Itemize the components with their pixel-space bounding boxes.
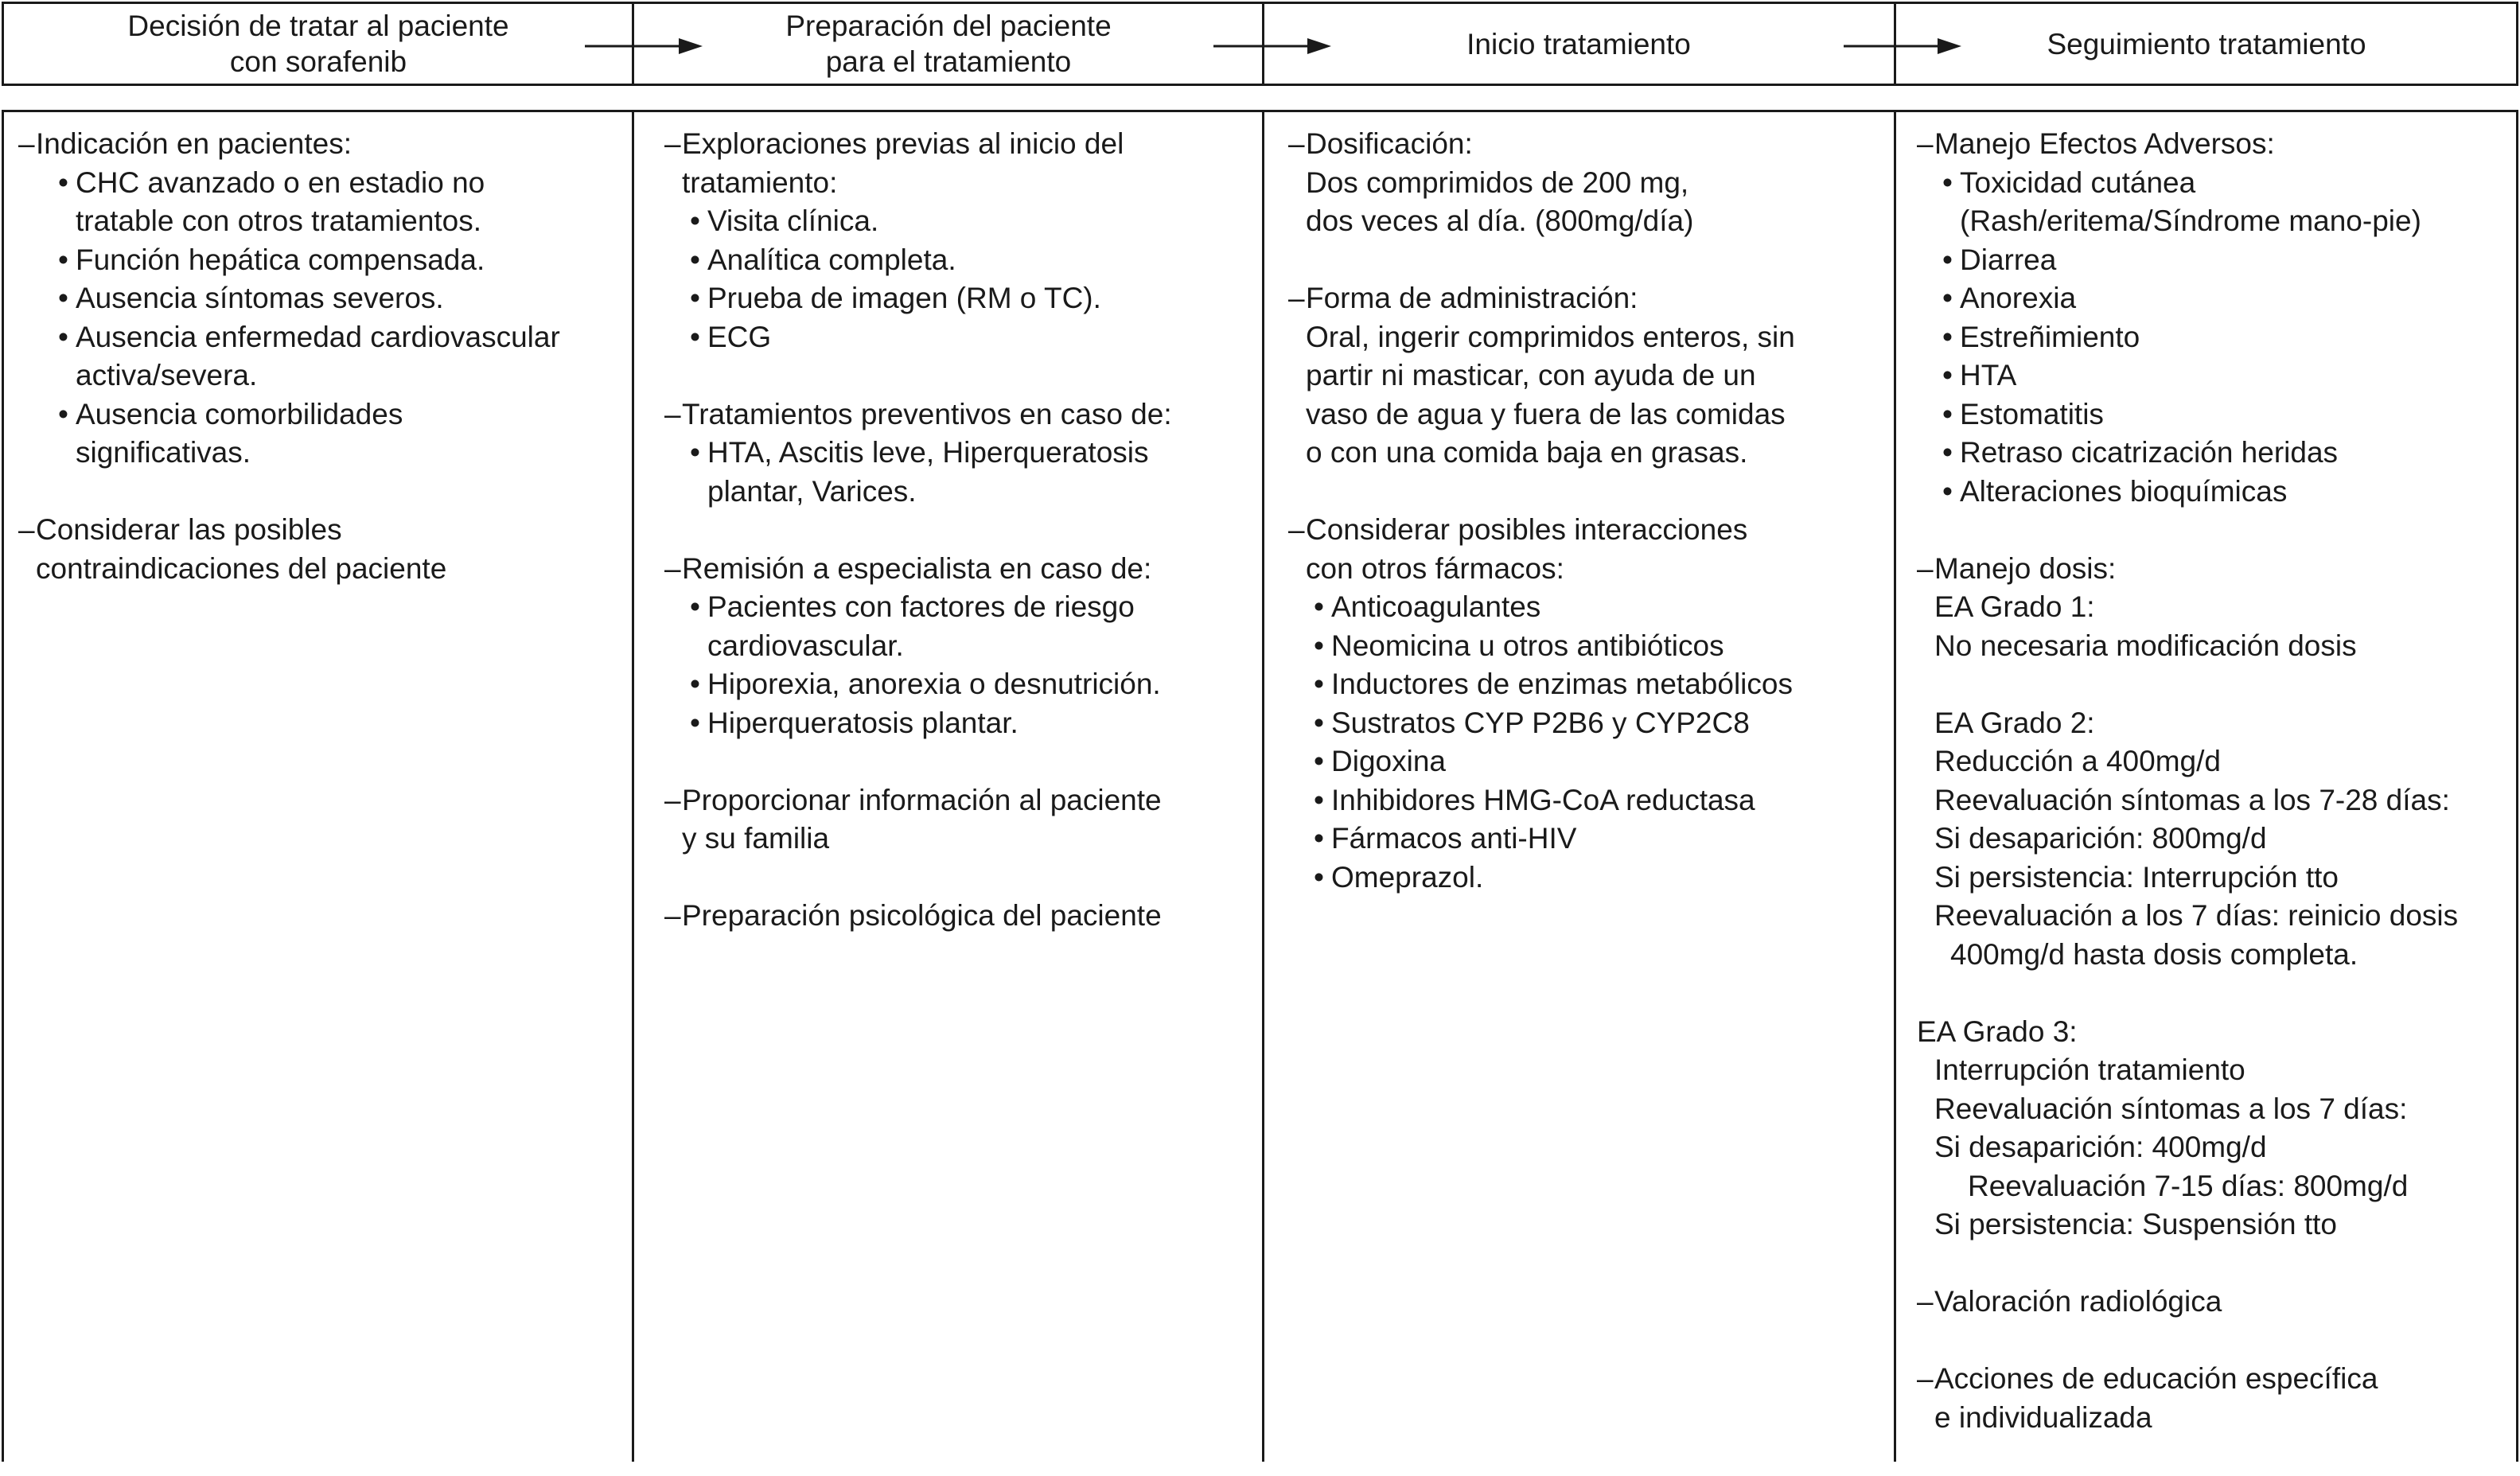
section-text: Dos comprimidos de 200 mg, (1306, 166, 1689, 199)
content-table (2, 110, 2518, 1462)
arrow-right-icon (1213, 34, 1333, 58)
section-title: Considerar las posibles (36, 513, 342, 546)
section-text: dos veces al día. (800mg/día) (1306, 204, 1694, 237)
list-item: • Pacientes con factores de riesgo cardiovascular. (690, 590, 1135, 662)
column-start (1288, 125, 1885, 936)
section-text: 400mg/d hasta dosis completa. (1950, 937, 2358, 971)
section-title: Forma de administración: (1306, 282, 1638, 314)
section-title: Remisión a especialista en caso de: (682, 551, 1152, 585)
list-item: • Anticoagulantes (1314, 590, 1541, 623)
list-item: • Prueba de imagen (RM o TC). (690, 282, 1101, 314)
list-item: • Inductores de enzimas metabólicos (1314, 668, 1793, 700)
section-title: Considerar posibles interacciones (1306, 513, 1748, 546)
section-title: Exploraciones previas al inicio del (682, 127, 1124, 160)
section-text: contraindicaciones del paciente (36, 551, 447, 585)
header-followup (1896, 4, 2517, 84)
section-text: y su familia (682, 822, 830, 855)
section-text: con otros fármacos: (1306, 551, 1564, 585)
section-grade3 (1917, 1013, 2518, 1244)
section-text: Si desaparición: 400mg/d (1934, 1131, 2267, 1163)
section-education: – Acciones de educación específica e individualizada (1917, 1360, 2518, 1437)
section-text: Reevaluación 7-15 días: 800mg/d (1968, 1169, 2409, 1202)
body-divider-2 (1262, 112, 1264, 1462)
column-decision (18, 125, 623, 627)
section-information: – Proporcionar información al paciente y su familia (664, 781, 1253, 859)
list-item: • Inhibidores HMG-CoA reductasa (1314, 783, 1755, 816)
section-explorations: – Exploraciones previas al inicio del tratamiento: • Visita clínica. • Analítica completa. • Prueba de imagen (RM o TC). • ECG (664, 125, 1253, 356)
list-item: • Neomicina u otros antibióticos (1314, 629, 1724, 662)
list-item: • Hiperqueratosis plantar. (690, 706, 1019, 739)
list-item: • Estreñimiento (1942, 320, 2140, 353)
list-item: • Hiporexia, anorexia o desnutrición. (690, 668, 1161, 700)
list-item: • Ausencia comorbilidades significativas. (58, 397, 403, 469)
section-psychological: – Preparación psicológica del paciente (664, 897, 1253, 936)
section-title: Manejo Efectos Adversos: (1934, 127, 2275, 160)
section-title: Dosificación: (1306, 127, 1473, 160)
header-start-line1: Inicio tratamiento (1466, 27, 1691, 60)
section-text: partir ni masticar, con ayuda de un (1306, 359, 1756, 391)
grade3-label: EA Grado 3: (1917, 1015, 2078, 1048)
header-row (2, 2, 2518, 86)
header-decision-line1: Decisión de tratar al paciente (127, 10, 509, 42)
section-text: Reevaluación síntomas a los 7 días: (1934, 1092, 2408, 1125)
section-title: Acciones de educación específica (1934, 1362, 2378, 1395)
arrow-right-icon (585, 34, 704, 58)
section-text: Oral, ingerir comprimidos enteros, sin (1306, 320, 1795, 353)
section-text: Si persistencia: Suspensión tto (1934, 1208, 2337, 1240)
list-item: • Analítica completa. (690, 243, 956, 276)
list-item: • Retraso cicatrización heridas (1942, 436, 2339, 469)
section-adverse-effects: – Manejo Efectos Adversos: • Toxicidad cutánea (Rash/eritema/Síndrome mano-pie) • Diarrea • Anorexia • Estreñimiento • HTA • Estomatitis • Retraso cicatrización heridas • Alteraciones bioquímicas (1917, 125, 2518, 511)
header-preparation-line1: Preparación del paciente (785, 10, 1112, 42)
section-interactions: – Considerar posibles interacciones con otros fármacos: • Anticoagulantes • Neomicina u otros antibióticos • Inductores de enzimas metabólicos • Sustratos CYP P2B6 y CYP2C8 • Digoxina • Inhibidores HMG-CoA reductasa • Fármacos anti-HIV • Omeprazol. (1288, 511, 1885, 897)
section-dose-management: – Manejo dosis: EA Grado 1: No necesaria modificación dosis EA Grado 2: Reducción a 400mg/d Reevaluación síntomas a los 7-28 días: Si desaparición: 800mg/d Si persistencia: Interrupción tto Reevaluación a los 7 días: reinicio dosis 400mg/d hasta dosis completa. (1917, 550, 2518, 975)
grade2-label: EA Grado 2: (1934, 706, 2095, 739)
list-item: • Visita clínica. (690, 204, 879, 237)
list-item: • Toxicidad cutánea (Rash/eritema/Síndrome mano-pie) (1942, 166, 2421, 237)
header-decision-line2: con sorafenib (229, 45, 407, 78)
header-start (1264, 4, 1893, 84)
header-decision (4, 4, 633, 84)
section-title: Proporcionar información al paciente (682, 783, 1162, 816)
list-item: • Estomatitis (1942, 397, 2104, 430)
section-title: Tratamientos preventivos en caso de: (682, 397, 1172, 430)
section-title: Indicación en pacientes: (36, 127, 352, 160)
section-text: tratamiento: (682, 166, 838, 199)
list-item: • Diarrea (1942, 243, 2057, 276)
section-title: Preparación psicológica del paciente (682, 899, 1162, 932)
column-preparation (664, 125, 1253, 974)
section-text: vaso de agua y fuera de las comidas (1306, 397, 1786, 430)
section-text: Si desaparición: 800mg/d (1934, 822, 2267, 855)
column-followup (1917, 125, 2518, 1476)
header-preparation-line2: para el tratamiento (825, 45, 1072, 78)
section-referral: – Remisión a especialista en caso de: • Pacientes con factores de riesgo cardiovascular. • Hiporexia, anorexia o desnutrición. • Hiperqueratosis plantar. (664, 550, 1253, 743)
section-text: Interrupción tratamiento (1934, 1053, 2245, 1086)
section-text: e individualizada (1934, 1400, 2152, 1434)
list-item: • Alteraciones bioquímicas (1942, 474, 2288, 508)
list-item: • CHC avanzado o en estadio no tratable con otros tratamientos. (58, 166, 485, 237)
section-contraindications: – Considerar las posibles contraindicaciones del paciente (18, 511, 623, 588)
list-item: • Fármacos anti-HIV (1314, 822, 1577, 855)
section-administration: – Forma de administración: Oral, ingerir comprimidos enteros, sin partir ni masticar, con ayuda de un vaso de agua y fuera de las comidas o con una comida baja en grasas. (1288, 279, 1885, 473)
list-item: • Anorexia (1942, 282, 2077, 314)
section-dosage: – Dosificación: Dos comprimidos de 200 mg, dos veces al día. (800mg/día) (1288, 125, 1885, 241)
list-item: • Ausencia síntomas severos. (58, 282, 444, 314)
list-item: • Función hepática compensada. (58, 243, 485, 276)
section-text: Reevaluación a los 7 días: reinicio dosis (1934, 899, 2459, 932)
section-preventive: – Tratamientos preventivos en caso de: • HTA, Ascitis leve, Hiperqueratosis plantar, Varices. (664, 395, 1253, 512)
header-followup-line1: Seguimiento tratamiento (2047, 27, 2366, 60)
list-item: • HTA, Ascitis leve, Hiperqueratosis plantar, Varices. (690, 436, 1149, 508)
section-radiology: – Valoración radiológica (1917, 1283, 2518, 1322)
body-divider-1 (632, 112, 634, 1462)
body-divider-3 (1894, 112, 1896, 1462)
section-title: Manejo dosis: (1934, 551, 2117, 585)
grade1-label: EA Grado 1: (1934, 590, 2095, 623)
list-item: • Omeprazol. (1314, 860, 1484, 894)
list-item: • Ausencia enfermedad cardiovascular activa/severa. (58, 320, 560, 391)
arrow-right-icon (1844, 34, 1963, 58)
section-title: Valoración radiológica (1934, 1285, 2222, 1318)
section-text: Si persistencia: Interrupción tto (1934, 860, 2339, 894)
header-preparation (634, 4, 1263, 84)
list-item: • Sustratos CYP P2B6 y CYP2C8 (1314, 706, 1750, 739)
list-item: • HTA (1942, 359, 2017, 391)
section-text: o con una comida baja en grasas. (1306, 436, 1748, 469)
section-text: No necesaria modificación dosis (1934, 629, 2357, 662)
list-item: • ECG (690, 320, 772, 353)
section-text: Reevaluación síntomas a los 7-28 días: (1934, 783, 2450, 816)
section-text: Reducción a 400mg/d (1934, 745, 2221, 777)
section-indication: – Indicación en pacientes: • CHC avanzado o en estadio no tratable con otros tratamientos. • Función hepática compensada. • Ausencia síntomas severos. • Ausencia enfermedad cardiovascular activa/severa. • Ausencia comorbilidades significativas. (18, 125, 623, 473)
list-item: • Digoxina (1314, 745, 1446, 777)
